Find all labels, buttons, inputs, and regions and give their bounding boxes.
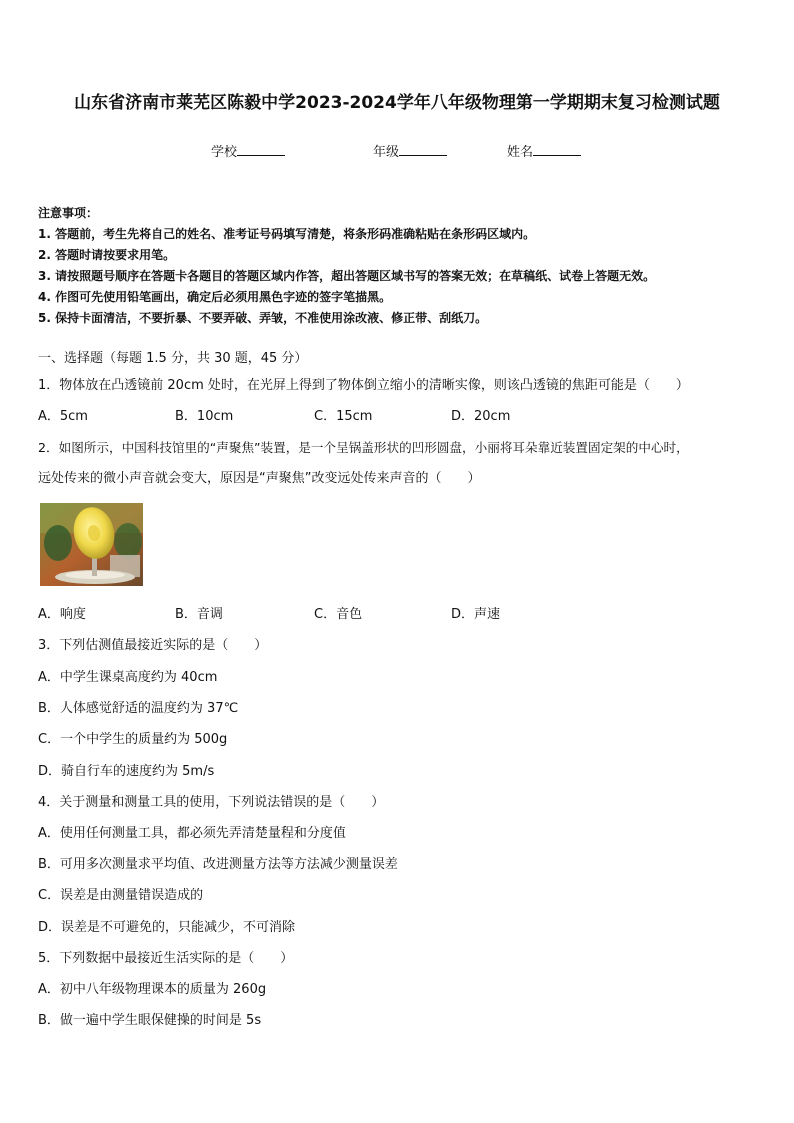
grade-label: 年级 (373, 145, 400, 160)
sound-focus-device-photo (40, 503, 143, 586)
option-a[interactable]: A．响度 (38, 607, 86, 622)
notes-heading: 注意事项： (38, 206, 99, 220)
option-d[interactable]: D．20cm (451, 409, 511, 424)
name-blank[interactable] (533, 143, 581, 156)
note-item: 1. 答题前，考生先将自己的姓名、准考证号码填写清楚，将条形码准确粘贴在条形码区域内。 (38, 227, 536, 241)
note-item: 3. 请按照题号顺序在答题卡各题目的答题区域内作答，超出答题区域书写的答案无效；在草稿纸、试卷上答题无效。 (38, 269, 656, 283)
note-item: 5. 保持卡面清洁，不要折暴、不要弄破、弄皱，不准使用涂改液、修正带、刮纸刀。 (38, 311, 488, 325)
note-item: 4. 作图可先使用铅笔画出，确定后必须用黑色字迹的签字笔描黑。 (38, 290, 392, 304)
question-2-stem-line2: 远处传来的微小声音就会变大，原因是“声聚焦”改变远处传来声音的（ ） (38, 471, 481, 486)
question-5-stem: 5．下列数据中最接近生活实际的是（ ） (38, 951, 294, 966)
question-2-stem-line1: 2．如图所示，中国科技馆里的“声聚焦”装置，是一个呈锅盖形状的凹形圆盘，小丽将耳朵靠近装置固定架的中心时， (38, 440, 689, 455)
question-4-option-d[interactable]: D．误差是不可避免的，只能减少，不可消除 (38, 920, 296, 935)
option-a[interactable]: A．5cm (38, 409, 88, 424)
question-1-stem: 1．物体放在凸透镜前 20cm 处时，在光屏上得到了物体倒立缩小的清晰实像，则该凸透镜的焦距可能是（ ） (38, 378, 689, 393)
option-c[interactable]: C．音色 (314, 607, 363, 622)
school-label: 学校 (211, 145, 238, 160)
question-4-stem: 4．关于测量和测量工具的使用，下列说法错误的是（ ） (38, 795, 385, 810)
school-field[interactable] (211, 141, 285, 160)
question-4-option-c[interactable]: C．误差是由测量错误造成的 (38, 888, 204, 903)
question-3-stem: 3．下列估测值最接近实际的是（ ） (38, 638, 268, 653)
question-3-option-d[interactable]: D．骑自行车的速度约为 5m/s (38, 764, 215, 779)
question-5-option-b[interactable]: B．做一遍中学生眼保健操的时间是 5s (38, 1013, 262, 1028)
question-3-option-b[interactable]: B．人体感觉舒适的温度约为 37℃ (38, 701, 239, 716)
question-3-option-c[interactable]: C．一个中学生的质量约为 500g (38, 732, 228, 747)
page-title: 山东省济南市莱芜区陈毅中学2023-2024学年八年级物理第一学期期末复习检测试题 (74, 93, 720, 113)
name-label: 姓名 (507, 145, 534, 160)
school-blank[interactable] (237, 143, 285, 156)
option-b[interactable]: B．10cm (175, 409, 234, 424)
grade-blank[interactable] (399, 143, 447, 156)
option-b[interactable]: B．音调 (175, 607, 223, 622)
option-d[interactable]: D．声速 (451, 607, 501, 622)
question-3-option-a[interactable]: A．中学生课桌高度约为 40cm (38, 670, 218, 685)
note-item: 2. 答题时请按要求用笔。 (38, 248, 176, 262)
notes-block (38, 203, 655, 329)
name-field[interactable] (507, 141, 581, 160)
question-4-option-b[interactable]: B．可用多次测量求平均值、改进测量方法等方法减少测量误差 (38, 857, 398, 872)
sound-focus-image (40, 503, 143, 586)
section-heading: 一、选择题（每题 1.5 分，共 30 题，45 分） (38, 351, 308, 366)
question-5-option-a[interactable]: A．初中八年级物理课本的质量为 260g (38, 982, 267, 997)
question-4-option-a[interactable]: A．使用任何测量工具，都必须先弄清楚量程和分度值 (38, 826, 346, 841)
option-c[interactable]: C．15cm (314, 409, 373, 424)
grade-field[interactable] (373, 141, 447, 160)
